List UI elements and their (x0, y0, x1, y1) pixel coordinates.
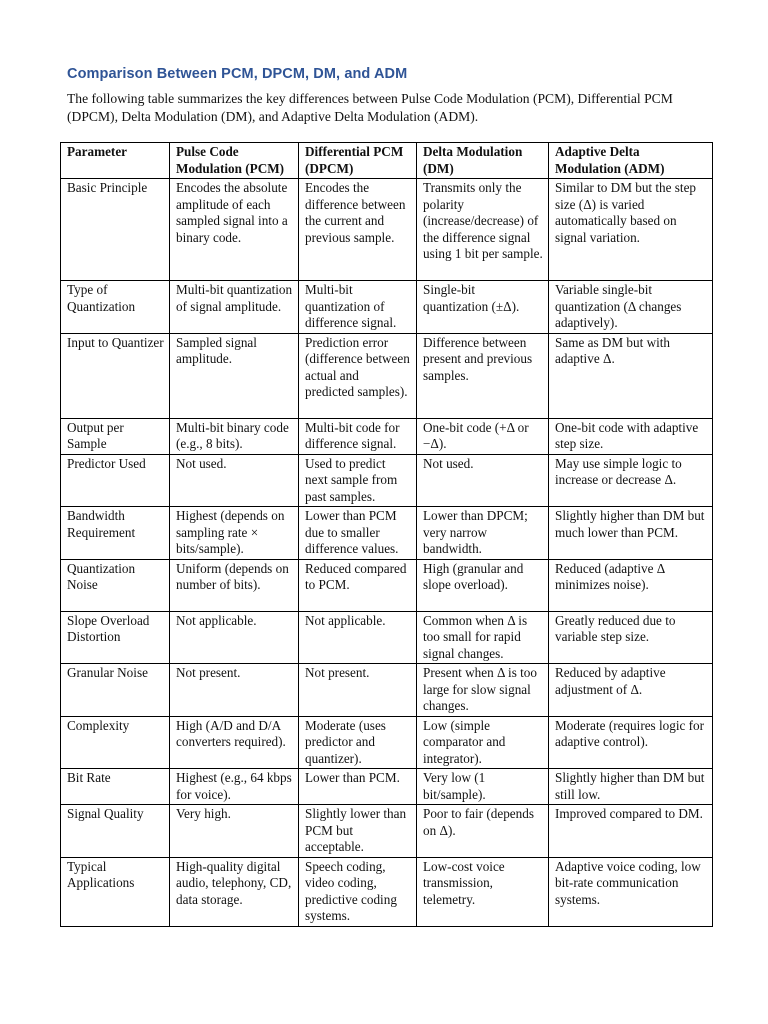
cell-dm: Poor to fair (depends on Δ). (417, 805, 549, 858)
cell-dm: Lower than DPCM; very narrow bandwidth. (417, 507, 549, 560)
header-parameter: Parameter (61, 143, 170, 179)
row-label: Slope Overload Distortion (61, 611, 170, 664)
cell-adm: Slightly higher than DM but still low. (549, 769, 713, 805)
cell-dm: Low-cost voice transmission, telemetry. (417, 857, 549, 926)
cell-dpcm: Lower than PCM due to smaller difference values. (299, 507, 417, 560)
cell-pcm: Encodes the absolute amplitude of each sampled signal into a binary code. (170, 179, 299, 281)
cell-adm: Variable single-bit quantization (Δ changes adaptively). (549, 281, 713, 334)
comparison-table (60, 142, 713, 927)
table-row (61, 333, 713, 418)
table-row (61, 559, 713, 611)
row-label: Quantization Noise (61, 559, 170, 611)
cell-pcm: Highest (e.g., 64 kbps for voice). (170, 769, 299, 805)
cell-pcm: Very high. (170, 805, 299, 858)
cell-dm: High (granular and slope overload). (417, 559, 549, 611)
table-row (61, 611, 713, 664)
cell-dm: Very low (1 bit/sample). (417, 769, 549, 805)
table-header-row (61, 143, 713, 179)
cell-adm: Same as DM but with adaptive Δ. (549, 333, 713, 418)
cell-dpcm: Slightly lower than PCM but acceptable. (299, 805, 417, 858)
cell-dpcm: Multi-bit quantization of difference signal. (299, 281, 417, 334)
cell-pcm: Uniform (depends on number of bits). (170, 559, 299, 611)
cell-pcm: Sampled signal amplitude. (170, 333, 299, 418)
cell-pcm: Not used. (170, 454, 299, 507)
cell-pcm: High-quality digital audio, telephony, CD, data storage. (170, 857, 299, 926)
table-row (61, 664, 713, 717)
cell-dpcm: Prediction error (difference between actual and predicted samples). (299, 333, 417, 418)
row-label: Input to Quantizer (61, 333, 170, 418)
header-adm: Adaptive Delta Modulation (ADM) (549, 143, 713, 179)
cell-adm: Reduced by adaptive adjustment of Δ. (549, 664, 713, 717)
table-row (61, 769, 713, 805)
row-label: Basic Principle (61, 179, 170, 281)
row-label: Bit Rate (61, 769, 170, 805)
cell-adm: Greatly reduced due to variable step size. (549, 611, 713, 664)
cell-dpcm: Reduced compared to PCM. (299, 559, 417, 611)
row-label: Output per Sample (61, 418, 170, 454)
row-label: Bandwidth Requirement (61, 507, 170, 560)
header-dm: Delta Modulation (DM) (417, 143, 549, 179)
cell-dm: Difference between present and previous samples. (417, 333, 549, 418)
table-row (61, 716, 713, 769)
cell-adm: Moderate (requires logic for adaptive control). (549, 716, 713, 769)
cell-dm: Single-bit quantization (±Δ). (417, 281, 549, 334)
cell-dm: Not used. (417, 454, 549, 507)
intro-paragraph: The following table summarizes the key differences between Pulse Code Modulation (PCM), Differential PCM (DPCM), Delta Modulation (DM), and Adaptive Delta Modulation (ADM). (67, 91, 673, 124)
table-row (61, 418, 713, 454)
row-label: Predictor Used (61, 454, 170, 507)
cell-dpcm: Speech coding, video coding, predictive coding systems. (299, 857, 417, 926)
cell-pcm: High (A/D and D/A converters required). (170, 716, 299, 769)
row-label: Granular Noise (61, 664, 170, 717)
header-pcm: Pulse Code Modulation (PCM) (170, 143, 299, 179)
cell-adm: Slightly higher than DM but much lower than PCM. (549, 507, 713, 560)
row-label: Type of Quantization (61, 281, 170, 334)
cell-dpcm: Lower than PCM. (299, 769, 417, 805)
cell-dpcm: Moderate (uses predictor and quantizer). (299, 716, 417, 769)
cell-adm: Similar to DM but the step size (Δ) is varied automatically based on signal variation. (549, 179, 713, 281)
cell-dm: Transmits only the polarity (increase/decrease) of the difference signal using 1 bit per sample. (417, 179, 549, 281)
header-dpcm: Differential PCM (DPCM) (299, 143, 417, 179)
cell-dpcm: Not present. (299, 664, 417, 717)
cell-pcm: Highest (depends on sampling rate × bits/sample). (170, 507, 299, 560)
row-label: Complexity (61, 716, 170, 769)
row-label: Typical Applications (61, 857, 170, 926)
cell-pcm: Not applicable. (170, 611, 299, 664)
table-row (61, 857, 713, 926)
table-row (61, 281, 713, 334)
cell-dm: Low (simple comparator and integrator). (417, 716, 549, 769)
cell-dpcm: Encodes the difference between the current and previous sample. (299, 179, 417, 281)
cell-adm: One-bit code with adaptive step size. (549, 418, 713, 454)
table-row (61, 507, 713, 560)
cell-adm: Adaptive voice coding, low bit-rate communication systems. (549, 857, 713, 926)
cell-dpcm: Multi-bit code for difference signal. (299, 418, 417, 454)
cell-pcm: Multi-bit binary code (e.g., 8 bits). (170, 418, 299, 454)
cell-adm: May use simple logic to increase or decrease Δ. (549, 454, 713, 507)
cell-pcm: Not present. (170, 664, 299, 717)
cell-dm: Present when Δ is too large for slow signal changes. (417, 664, 549, 717)
cell-dm: One-bit code (+Δ or −Δ). (417, 418, 549, 454)
document-heading: Comparison Between PCM, DPCM, DM, and ADM (67, 66, 408, 82)
table-row (61, 805, 713, 858)
cell-dpcm: Not applicable. (299, 611, 417, 664)
table-row (61, 179, 713, 281)
row-label: Signal Quality (61, 805, 170, 858)
table-row (61, 454, 713, 507)
cell-pcm: Multi-bit quantization of signal amplitude. (170, 281, 299, 334)
cell-dm: Common when Δ is too small for rapid signal changes. (417, 611, 549, 664)
cell-adm: Improved compared to DM. (549, 805, 713, 858)
cell-dpcm: Used to predict next sample from past samples. (299, 454, 417, 507)
cell-adm: Reduced (adaptive Δ minimizes noise). (549, 559, 713, 611)
